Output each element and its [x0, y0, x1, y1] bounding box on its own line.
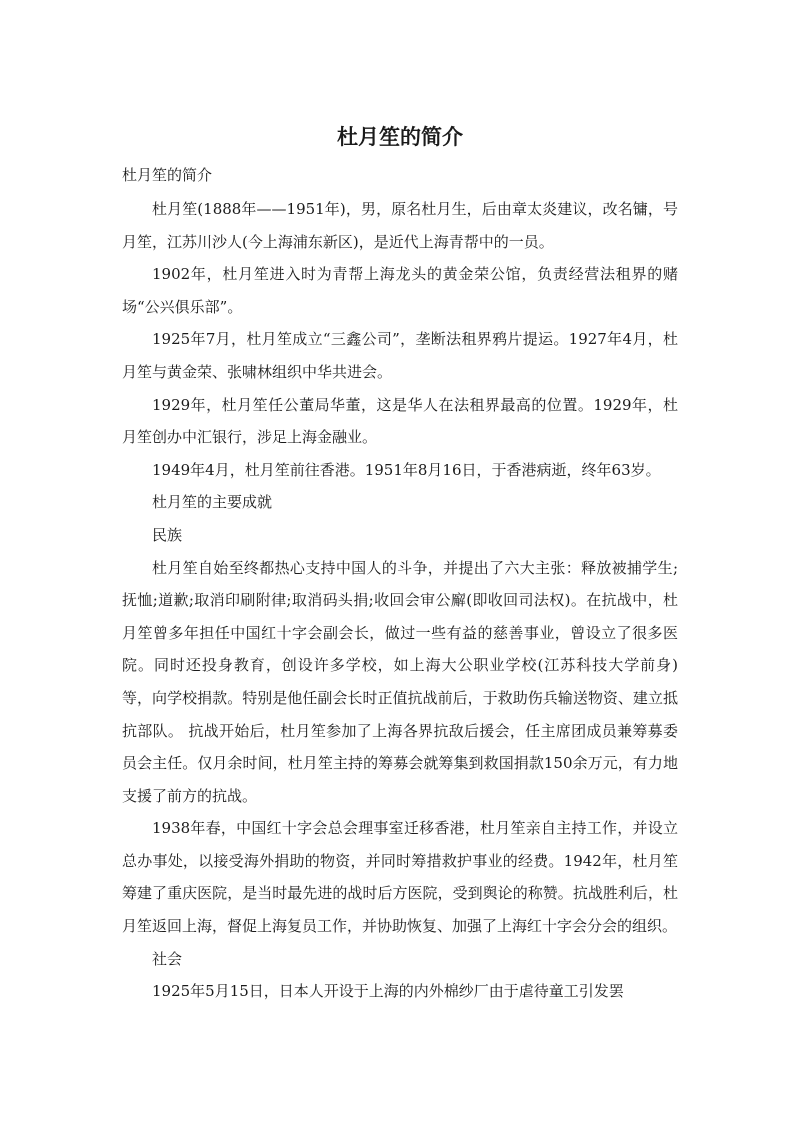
section-heading-society: 社会 [152, 949, 183, 968]
paragraph-1925: 1925年7月，杜月笙成立“三鑫公司”，垄断法租界鸦片提运。1927年4月，杜月笙与黄金荣、张啸林组织中华共进会。 [122, 330, 678, 381]
document-body [122, 193, 678, 1008]
section-heading-achievements: 杜月笙的主要成就 [152, 493, 273, 512]
section-heading-nation: 民族 [152, 525, 183, 544]
paragraph-intro: 杜月笙(1888年——1951年)，男，原名杜月生，后由章太炎建议，改名镛，号月笙，江苏川沙人(今上海浦东新区)，是近代上海青帮中的一员。 [122, 200, 678, 251]
paragraph-red-cross: 1938年春，中国红十字会总会理事室迁移香港，杜月笙亲自主持工作，并设立总办事处，以接受海外捐助的物资，并同时筹措救护事业的经费。1942年，杜月笙筹建了重庆医院，是当时最先进的战时后方医院，受到舆论的称赞。抗战胜利后，杜月笙返回上海，督促上海复员工作，并协助恢复、加强了上海红十字会分会的组织。 [122, 819, 678, 936]
paragraph-1929: 1929年，杜月笙任公董局华董，这是华人在法租界最高的位置。1929年，杜月笙创办中汇银行，涉足上海金融业。 [122, 395, 678, 447]
document-title: 杜月笙的简介 [337, 125, 463, 149]
paragraph-1949: 1949年4月，杜月笙前往香港。1951年8月16日，于香港病逝，终年63岁。 [152, 460, 661, 479]
paragraph-1902: 1902年，杜月笙进入时为青帮上海龙头的黄金荣公馆，负责经营法租界的赌场“公兴俱乐部”。 [122, 265, 678, 316]
paragraph-nation: 杜月笙自始至终都热心支持中国人的斗争，并提出了六大主张：释放被捕学生;抚恤;道歉;取消印刷附律;取消码头捐;收回会审公廨(即收回司法权)。在抗战中，杜月笙曾多年担任中国红十字会副会长，做过一些有益的慈善事业，曾设立了很多医院。同时还投身教育，创设许多学校，如上海大公职业学校(江苏科技大学前身) 等，向学校捐款。特别是他任副会长时正值抗战前后，于救助伤兵输送物资、建立抵抗部队。 抗战开始后，杜月笙参加了上海各界抗敌后援会，任主席团成员兼筹募委员会主任。仅月余时间，杜月笙主持的筹募会就筹集到救国捐款150余万元，有力地支援了前方的抗战。 [122, 558, 678, 805]
paragraph-society: 1925年5月15日，日本人开设于上海的内外棉纱厂由于虐待童工引发罢 [152, 982, 624, 1001]
document-subtitle: 杜月笙的简介 [122, 166, 213, 184]
